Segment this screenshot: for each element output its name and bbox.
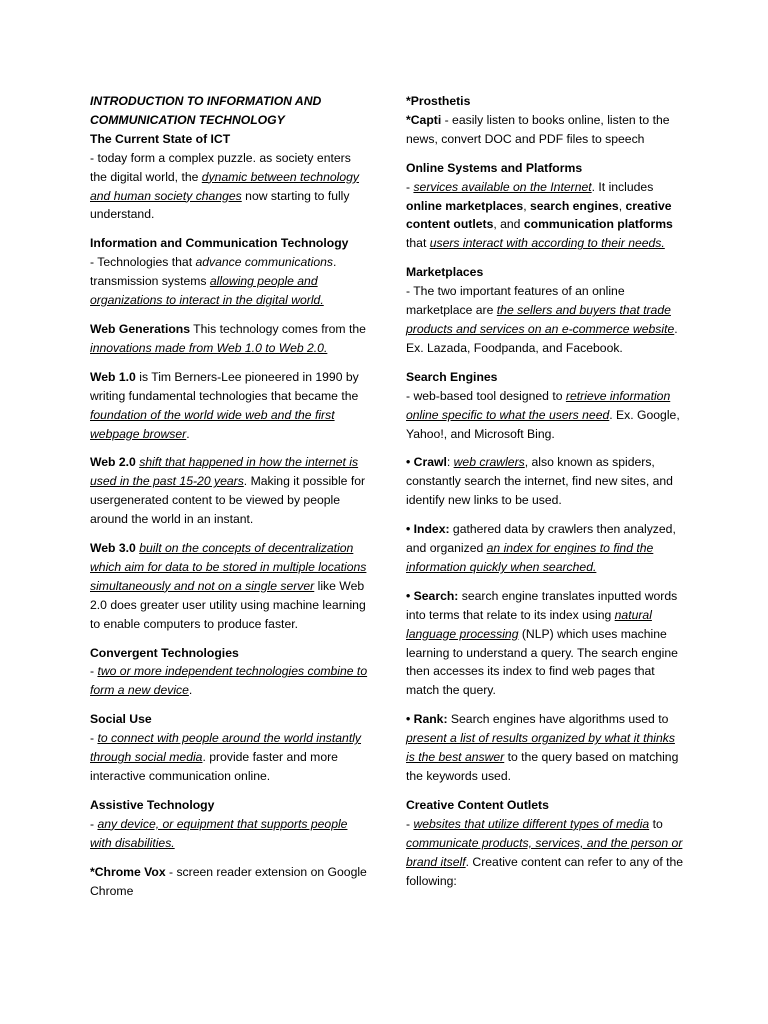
body-text: , [523,198,530,213]
section-heading: Social Use [90,712,152,727]
section-heading: Search Engines [406,369,498,384]
section-online-systems [406,159,684,254]
document-title-line-1: INTRODUCTION TO INFORMATION AND [90,94,322,108]
emphasis-text: built on the concepts of decentralization which aim for data to be stored in multiple locations simultaneously and not on a single server [90,541,367,593]
section-heading: The Current State of ICT [90,131,231,146]
section-body [90,453,370,529]
emphasis-text: any device, or equipment that supports people with disabilities. [90,816,348,850]
section-body [90,253,370,310]
section-body [406,111,684,149]
emphasis-text: present a list of results organized by what it thinks is the best answer [406,731,675,765]
body-text: . [188,683,193,698]
body-text: : [446,455,454,470]
section-body [90,729,370,786]
emphasis-text: web crawlers [453,455,525,470]
term-label: *Chrome Vox [90,864,166,879]
bold-term: online marketplaces [406,198,524,213]
body-text: gathered data by crawlers then analyzed, and organized [406,522,676,556]
section-marketplaces [406,263,684,358]
body-text: - [406,816,414,831]
body-text: - The two important features of an online marketplace are [406,284,625,318]
emphasis-text: to connect with people around the world instantly through social media [90,731,362,765]
term-label: • Crawl [406,455,447,470]
body-text: to [649,816,663,831]
body-text: This technology comes from the [190,321,366,336]
emphasis-text: users interact with according to their needs. [429,236,665,251]
section-heading: Assistive Technology [90,797,215,812]
section-assistive [90,796,370,853]
body-text: now starting to fully understand. [90,188,350,222]
body-text: . transmission systems [90,255,337,289]
bullet-search [406,587,684,700]
body-text: - [90,731,98,746]
emphasis-text: an index for engines to find the information quickly when searched. [406,541,654,574]
bold-term: creative content outlets [406,198,672,232]
body-text: search engine translates inputted words into terms that relate to its index using [406,588,678,622]
body-text: . [186,426,190,441]
emphasis-text: the sellers and buyers that trade products and services on an e-commerce website [406,303,675,336]
section-convergent [90,644,370,701]
body-text: . Making it possible for usergenerated content to be viewed by people around the world in an instant. [90,474,366,527]
body-text: . provide faster and more interactive communication online. [90,750,338,783]
body-text: . Creative content can refer to any of the following: [406,854,684,888]
section-heading: Information and Communication Technology [90,236,349,251]
section-creative-content [406,796,684,891]
body-text: - [90,816,98,831]
emphasis-text: dynamic between technology and human society changes [90,169,359,203]
section-body [406,453,684,510]
section-body [406,710,684,786]
section-web2 [90,453,370,529]
section-body [90,368,370,444]
body-text: that [406,236,430,251]
body-text: , [618,198,626,213]
emphasis-text: communicate products, services, and the person or brand itself [406,835,683,869]
emphasis-text: foundation of the world wide web and the first webpage browser [90,407,335,441]
body-text: is Tim Berners-Lee pioneered in 1990 by writing fundamental technologies that became the [90,369,359,403]
document-title-line-2: COMMUNICATION TECHNOLOGY [90,112,285,127]
section-web3 [90,539,370,634]
section-current-state [90,130,370,225]
left-column [90,92,370,910]
body-text: . Ex. Google, Yahoo!, and Microsoft Bing. [406,407,680,441]
section-heading: Marketplaces [406,265,484,280]
body-text: , and [493,217,524,232]
emphasis-text: natural language processing [406,607,652,641]
section-prosthetis-capti [406,92,684,149]
section-body [406,282,684,358]
emphasis-text: innovations made from Web 1.0 to Web 2.0. [90,340,328,355]
right-column [406,92,684,900]
body-text: - easily listen to books online, listen to the news, convert DOC and PDF files to speech [406,112,670,146]
emphasis-text: shift that happened in how the internet is used in the past 15-20 years [90,455,359,489]
bullet-rank [406,710,684,786]
section-body [406,815,684,891]
term-label: Web 3.0 [90,541,136,556]
section-search-engines [406,368,684,444]
body-text: - Technologies that [90,255,196,270]
section-heading: Online Systems and Platforms [406,160,583,175]
term-label: • Search: [406,588,459,603]
body-text: Search engines have algorithms used to [447,712,669,727]
emphasis-text: advance communications [195,255,333,270]
section-body [406,178,684,254]
bullet-crawl [406,453,684,510]
term-label: • Rank: [406,712,448,727]
section-web1 [90,368,370,444]
emphasis-text: websites that utilize different types of media [413,816,650,831]
term-label: Web 2.0 [90,455,136,470]
term-label: *Capti [406,112,442,127]
section-body [90,149,370,225]
section-chrome-vox [90,863,370,901]
section-ict [90,234,370,310]
section-social-use [90,710,370,786]
section-body [90,320,370,358]
term-label: Web 1.0 [90,369,136,384]
section-body [90,863,370,901]
section-body [90,662,370,700]
term-label: • Index: [406,522,450,537]
emphasis-text: services available on the Internet [413,179,592,194]
emphasis-text: two or more independent technologies combine to form a new device [90,664,368,698]
body-text: , also known as spiders, constantly search the internet, find new sites, and identify new links to be used. [406,455,673,508]
body-text: - web-based tool designed to [406,388,566,403]
section-body [406,520,684,577]
body-text: - [90,664,98,679]
body-text: (NLP) which uses machine learning to understand a query. The search engine then accesses its index to find web pages that match the query. [406,626,678,698]
title-block [90,92,370,130]
term-label: *Prosthetis [406,94,471,108]
body-text: to the query based on matching the keywords used. [406,750,679,783]
section-web-generations [90,320,370,358]
body-text: . It includes [591,179,654,194]
body-text: like Web 2.0 does greater user utility using machine learning to enable computers to produce faster. [90,578,366,631]
section-body [90,815,370,853]
body-text: . Ex. Lazada, Foodpanda, and Facebook. [406,321,678,355]
body-text: - screen reader extension on Google Chrome [90,864,367,898]
emphasis-text: retrieve information online specific to what the users need [406,388,671,422]
section-heading: Creative Content Outlets [406,797,549,812]
term-label: Web Generations [90,321,191,336]
bold-term: communication platforms [523,217,673,232]
emphasis-text: allowing people and organizations to interact in the digital world. [90,274,324,308]
section-body [406,387,684,444]
section-heading: Convergent Technologies [90,645,239,660]
body-text: - today form a complex puzzle. as society enters the digital world, the [90,150,351,184]
section-body [90,539,370,634]
bold-term: search engines [529,198,619,213]
body-text: - [406,179,414,194]
section-body [406,587,684,700]
bullet-index [406,520,684,577]
